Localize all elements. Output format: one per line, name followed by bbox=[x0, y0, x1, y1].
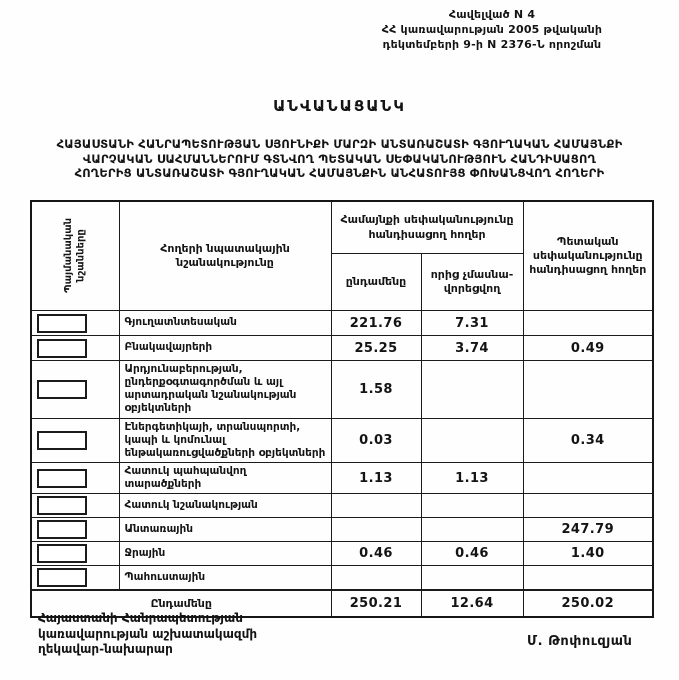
column-header-non-privatizable: որից չմասնավորեցվող bbox=[421, 254, 523, 311]
community-total-value: 25.25 bbox=[331, 336, 421, 361]
column-header-purpose: Հողերի նպատակային նշանակությունը bbox=[119, 201, 331, 311]
legend-symbol-box bbox=[37, 469, 87, 488]
non-privatizable-value bbox=[421, 566, 523, 591]
non-privatizable-value bbox=[421, 361, 523, 419]
community-total-value: 1.13 bbox=[331, 462, 421, 493]
legend-symbol-box bbox=[37, 496, 87, 515]
annex-line: ՀՀ կառավարության 2005 թվականի bbox=[381, 22, 603, 36]
community-total-value bbox=[331, 566, 421, 591]
column-header-symbols bbox=[31, 201, 119, 311]
annex-reference bbox=[327, 8, 657, 53]
community-total-value: 0.46 bbox=[331, 542, 421, 566]
subtitle-line: ՀԱՅԱՍՏԱՆԻ ՀԱՆՐԱՊԵՏՈՒԹՅԱՆ ՍՅՈՒՆԻՔԻ ՄԱՐԶԻ ԱՆՏԱՌԱՇԱՏԻ ԳՅՈՒՂԱԿԱՆ ՀԱՄԱՅՆՔԻ bbox=[56, 137, 623, 151]
non-privatizable-value: 1.13 bbox=[421, 462, 523, 493]
land-category-label: Անտառային bbox=[119, 518, 331, 542]
non-privatizable-value: 3.74 bbox=[421, 336, 523, 361]
state-value bbox=[523, 462, 653, 493]
document-subtitle bbox=[0, 137, 679, 181]
community-total-value: 0.03 bbox=[331, 418, 421, 462]
community-total-value: 1.58 bbox=[331, 361, 421, 419]
total-non-privatizable-value: 12.64 bbox=[421, 590, 523, 617]
table-row bbox=[31, 542, 653, 566]
table-row bbox=[31, 518, 653, 542]
table-row bbox=[31, 566, 653, 591]
column-header-community-total: ընդամենը bbox=[331, 254, 421, 311]
column-header-state: Պետական սեփականությունը հանդիսացող հողեր bbox=[523, 201, 653, 311]
land-category-label: Հատուկ նշանակության bbox=[119, 494, 331, 518]
land-category-label: Պահուստային bbox=[119, 566, 331, 591]
table-row bbox=[31, 311, 653, 336]
annex-line: դեկտեմբերի 9-ի N 2376-Ն որոշման bbox=[382, 37, 602, 51]
state-value: 0.34 bbox=[523, 418, 653, 462]
legend-symbol-box bbox=[37, 339, 87, 358]
symbols-header-label: Պայմանական նշանները bbox=[62, 218, 87, 294]
community-total-value bbox=[331, 494, 421, 518]
legend-symbol-box bbox=[37, 520, 87, 539]
land-category-label: Հատուկ պահպանվող տարածքների bbox=[119, 462, 331, 493]
state-value bbox=[523, 361, 653, 419]
table-row bbox=[31, 462, 653, 493]
land-category-label: Գյուղատնտեսական bbox=[119, 311, 331, 336]
table-row bbox=[31, 418, 653, 462]
symbol-cell bbox=[31, 494, 119, 518]
symbol-cell bbox=[31, 311, 119, 336]
state-value: 247.79 bbox=[523, 518, 653, 542]
column-header-community-group: Համայնքի սեփականությունը հանդիսացող հողեր bbox=[331, 201, 523, 254]
land-category-label: Արդյունաբերության, ընդերքօգտագործման և այլ արտադրական նշանակության օբյեկտների bbox=[119, 361, 331, 419]
land-category-label: Բնակավայրերի bbox=[119, 336, 331, 361]
state-value bbox=[523, 566, 653, 591]
signature-role-line: Հայաստանի Հանրապետության bbox=[38, 611, 243, 625]
signature-role-line: կառավարության աշխատակազմի bbox=[38, 626, 258, 641]
state-value bbox=[523, 494, 653, 518]
non-privatizable-value bbox=[421, 418, 523, 462]
land-category-label: Էներգետիկայի, տրանսպորտի, կապի և կոմունալ ենթակառուցվածքների օբյեկտների bbox=[119, 418, 331, 462]
subtitle-line: ՎԱՐՉԱԿԱՆ ՍԱՀՄԱՆՆԵՐՈՒՄ ԳՏՆՎՈՂ ՊԵՏԱԿԱՆ ՍԵՓԱԿԱՆՈՒԹՅՈՒՆ ՀԱՆԴԻՍԱՑՈՂ bbox=[82, 151, 597, 166]
total-state-value: 250.02 bbox=[523, 590, 653, 617]
annex-line: Հավելված N 4 bbox=[448, 8, 536, 21]
land-table bbox=[30, 200, 654, 618]
table-row bbox=[31, 494, 653, 518]
symbol-cell bbox=[31, 518, 119, 542]
land-category-label: Ջրային bbox=[119, 542, 331, 566]
symbol-cell bbox=[31, 418, 119, 462]
legend-symbol-box bbox=[37, 314, 87, 333]
symbol-cell bbox=[31, 336, 119, 361]
community-total-value bbox=[331, 518, 421, 542]
table-row bbox=[31, 336, 653, 361]
total-community-total-value: 250.21 bbox=[331, 590, 421, 617]
symbol-cell bbox=[31, 566, 119, 591]
legend-symbol-box bbox=[37, 380, 87, 399]
total-row-label: Ընդամենը bbox=[31, 590, 331, 617]
land-table-container bbox=[30, 200, 652, 618]
symbol-cell bbox=[31, 462, 119, 493]
legend-symbol-box bbox=[37, 568, 87, 587]
non-privatizable-value: 0.46 bbox=[421, 542, 523, 566]
table-row bbox=[31, 361, 653, 419]
state-value: 0.49 bbox=[523, 336, 653, 361]
signature-role-line: ղեկավար-նախարար bbox=[38, 642, 173, 657]
legend-symbol-box bbox=[37, 431, 87, 450]
non-privatizable-value bbox=[421, 518, 523, 542]
page-title: ԱՆՎԱՆԱՑԱՆԿ bbox=[273, 97, 406, 115]
subtitle-line: ՀՈՂԵՐԻՑ ԱՆՏԱՌԱՇԱՏԻ ԳՅՈՒՂԱԿԱՆ ՀԱՄԱՅՆՔԻՆ ԱՆՀԱՏՈՒՅՑ ՓՈԽԱՆՑՎՈՂ ՀՈՂԵՐԻ bbox=[74, 166, 605, 181]
symbol-cell bbox=[31, 361, 119, 419]
signatory-name: Մ. Թոփուզյան bbox=[527, 634, 633, 649]
signature-role-block bbox=[38, 611, 257, 658]
symbol-cell bbox=[31, 542, 119, 566]
non-privatizable-value bbox=[421, 494, 523, 518]
non-privatizable-value: 7.31 bbox=[421, 311, 523, 336]
state-value bbox=[523, 311, 653, 336]
state-value: 1.40 bbox=[523, 542, 653, 566]
legend-symbol-box bbox=[37, 544, 87, 563]
community-total-value: 221.76 bbox=[331, 311, 421, 336]
